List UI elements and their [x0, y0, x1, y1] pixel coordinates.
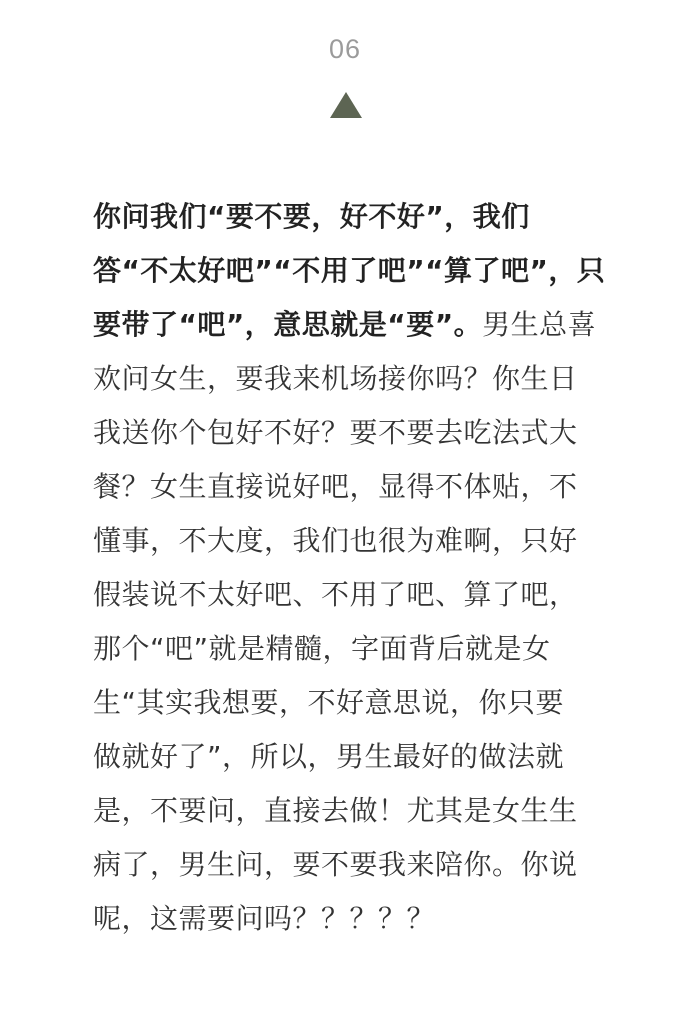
- article-line: [93, 244, 606, 298]
- body-text: 我送你个包好不好？要不要去吃法式大: [93, 416, 578, 449]
- triangle-icon: [330, 92, 362, 118]
- page-number: 06: [328, 34, 362, 64]
- article-line: [93, 406, 603, 460]
- article-line: [93, 514, 603, 568]
- article-line: [93, 460, 603, 514]
- body-text: 餐？女生直接说好吧，显得不体贴，不: [93, 470, 578, 503]
- body-text: 做就好了”，所以，男生最好的做法就: [93, 740, 565, 773]
- body-text: 病了，男生问，要不要我来陪你。你说: [93, 848, 578, 881]
- emphasized-text: 答“不太好吧”“不用了吧”“算了吧”，只: [93, 254, 606, 287]
- article-line: [93, 298, 603, 352]
- body-text: 呢，这需要问吗？？？？？: [93, 902, 436, 935]
- article-line: [93, 730, 603, 784]
- article-line: [93, 622, 603, 676]
- body-text: 那个“吧”就是精髓，字面背后就是女: [93, 632, 551, 665]
- emphasized-text: 你问我们“要不要，好不好”，我们: [93, 200, 530, 233]
- article-line: [93, 784, 603, 838]
- article-body: [93, 190, 606, 946]
- article-line: [93, 676, 603, 730]
- body-text: 生“其实我想要，不好意思说，你只要: [93, 686, 565, 719]
- article-line: [93, 892, 603, 946]
- body-text: 欢问女生，要我来机场接你吗？你生日: [93, 362, 578, 395]
- emphasized-text: 要带了“吧”，意思就是“要”。: [93, 308, 483, 341]
- body-text: 男生总喜: [482, 308, 597, 341]
- article-line: [93, 568, 603, 622]
- body-text: 假装说不太好吧、不用了吧、算了吧，: [93, 578, 578, 611]
- body-text: 是，不要问，直接去做！尤其是女生生: [93, 794, 578, 827]
- body-text: 懂事，不大度，我们也很为难啊，只好: [93, 524, 578, 557]
- article-line: [93, 838, 603, 892]
- article-line: [93, 352, 603, 406]
- article-line: [93, 190, 603, 244]
